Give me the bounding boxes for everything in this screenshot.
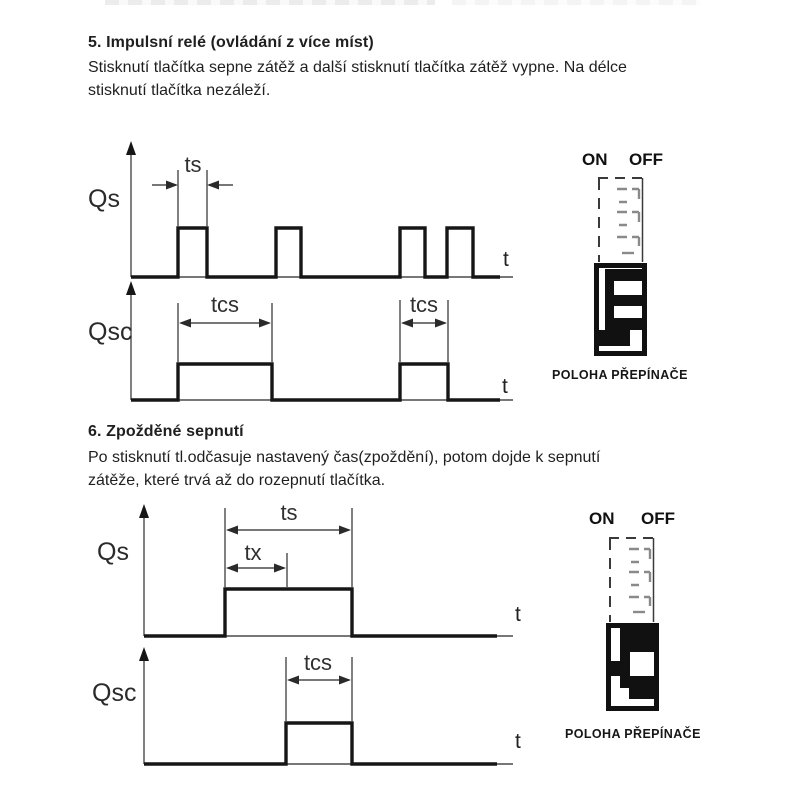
s5-switch-off-label: OFF — [629, 150, 663, 169]
s5-qs-time-label: t — [503, 248, 509, 271]
s6-qsc-axis-label: Qsc — [92, 679, 137, 707]
section5-heading: 5. Impulsní relé (ovládání z více míst) — [88, 34, 374, 51]
s6-switch-handle-icon — [609, 626, 657, 709]
s6-switch-on-label: ON — [589, 509, 615, 528]
section6-body-line2: zátěže, které trvá až do rozepnutí tlačítka. — [88, 472, 386, 489]
s6-qs-time-label: t — [515, 603, 521, 626]
s6-switch-slot-dashed — [609, 538, 654, 622]
section6-body-line1: Po stisknutí tl.odčasuje nastavený čas(zpoždění), potom dojde k sepnutí — [88, 449, 601, 466]
s5-switch-on-label: ON — [582, 150, 608, 169]
s5-qsc-time-label: t — [502, 375, 508, 398]
section5-body-line1: Stisknutí tlačítka sepne zátěž a další stisknutí tlačítka zátěž vypne. Na délce — [88, 59, 627, 76]
s6-switch-off-label: OFF — [641, 509, 675, 528]
s6-tx-dim-label: tx — [244, 540, 262, 565]
s5-qs-axis-label: Qs — [88, 185, 120, 213]
s5-tcs2-dim-label: tcs — [409, 292, 439, 317]
s6-switch-phantom-glyph-dashes — [629, 549, 650, 612]
s6-tcs-dim-label: tcs — [303, 650, 333, 675]
section6-heading: 6. Zpožděné sepnutí — [88, 423, 244, 440]
s5-switch-caption: POLOHA PŘEPÍNAČE — [552, 368, 688, 382]
s6-switch-caption: POLOHA PŘEPÍNAČE — [565, 727, 701, 741]
s6-ts-dim-label: ts — [280, 500, 298, 525]
s5-tcs1-dim-label: tcs — [210, 292, 240, 317]
s6-qsc-time-label: t — [515, 730, 521, 753]
s6-qs-axis-label: Qs — [97, 538, 129, 566]
section5-body-line2: stisknutí tlačítka nezáleží. — [88, 82, 271, 99]
s5-ts-dim-label: ts — [184, 152, 202, 177]
s5-qsc-axis-label: Qsc — [88, 318, 133, 346]
